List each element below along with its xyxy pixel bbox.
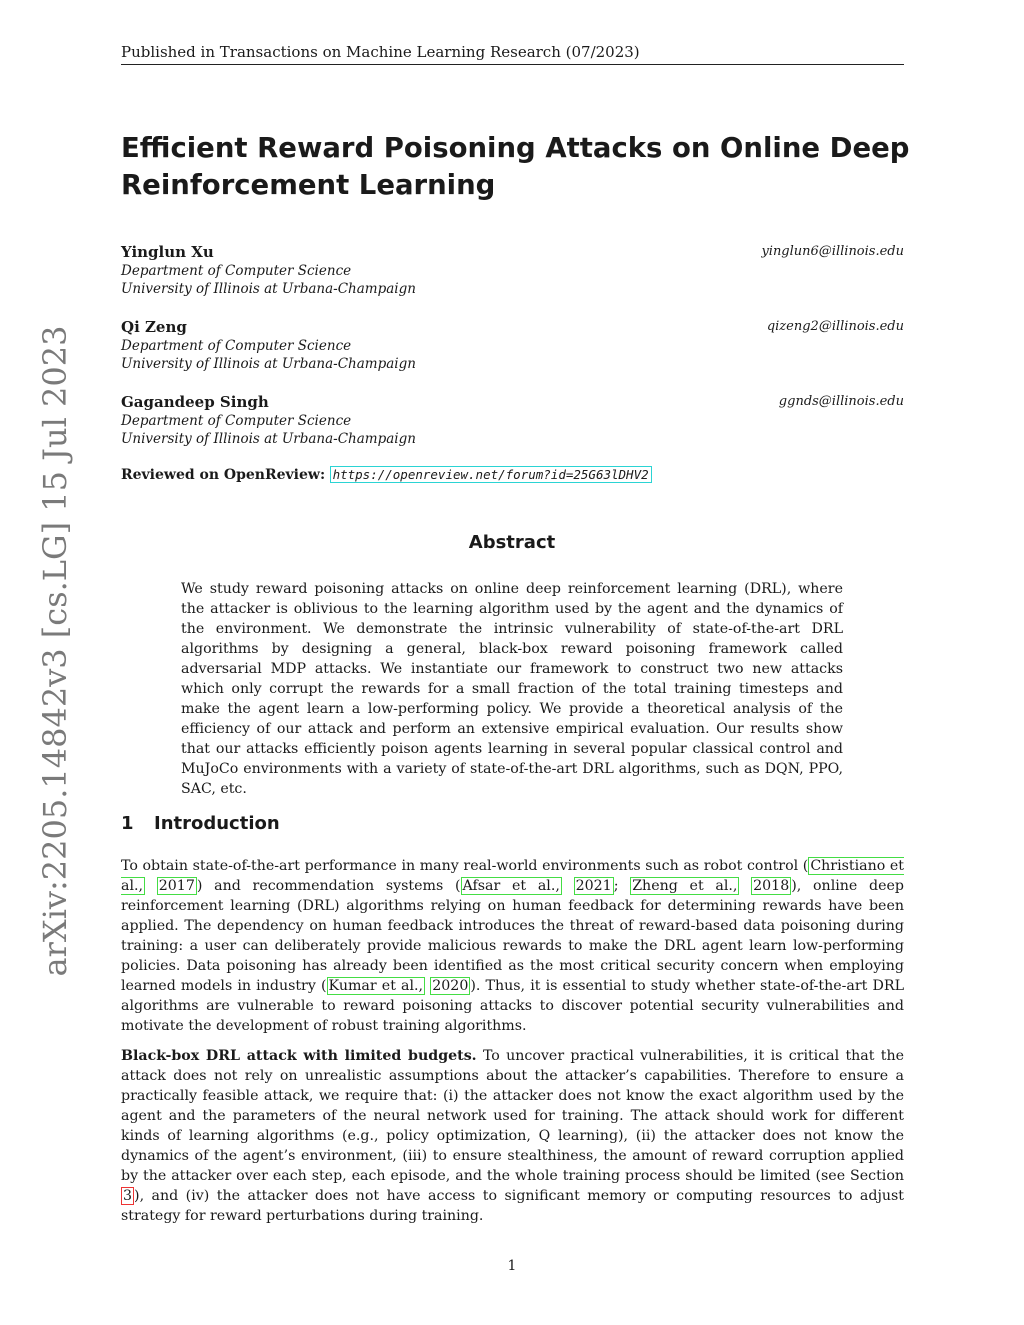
citation-link[interactable]: Christiano et al., bbox=[121, 858, 904, 894]
author-name: Yinglun Xu bbox=[121, 243, 214, 261]
citation-year-link[interactable]: 2021 bbox=[575, 878, 612, 894]
author-department: Department of Computer Science bbox=[121, 412, 352, 429]
arxiv-sidebar-stamp: arXiv:2205.14842v3 [cs.LG] 15 Jul 2023 bbox=[36, 325, 74, 977]
section-number: 1 bbox=[121, 813, 134, 834]
section-heading bbox=[121, 813, 280, 834]
intro-paragraph-1 bbox=[121, 856, 904, 1036]
paragraph-text: To uncover practical vulnerabilities, it is critical that the attack does not rely on unrealistic assumptions about the attacker’s capabilities. Therefore to ensure a practically feasible attack, we require that: (i) the attacker does not know the exact algorithm used by the agent and the parameters of the neural network used for training. The attack should work for different kinds of learning algorithms (e.g., policy optimization, Q learning), (ii) the attacker does not know the dynamics of the agent’s environment, (iii) to ensure stealthiness, the amount of reward corruption applied by the attacker over each step, each episode, and the whole training process should be limited (see Section bbox=[121, 1048, 904, 1184]
openreview-label: Reviewed on OpenReview: bbox=[121, 467, 326, 483]
abstract-heading: Abstract bbox=[468, 532, 556, 553]
citation-year-link[interactable]: 2018 bbox=[753, 878, 790, 894]
citation-year-link[interactable]: 2017 bbox=[158, 878, 195, 894]
author-email[interactable]: yinglun6@illinois.edu bbox=[761, 244, 904, 259]
section-ref-link[interactable]: 3 bbox=[123, 1188, 133, 1204]
author-name: Gagandeep Singh bbox=[121, 393, 269, 411]
running-head: Published in Transactions on Machine Learning Research (07/2023) bbox=[121, 43, 904, 65]
section-title: Introduction bbox=[154, 813, 280, 834]
citation-link[interactable]: Zheng et al., bbox=[632, 878, 738, 894]
author-email[interactable]: ggnds@illinois.edu bbox=[778, 394, 904, 409]
intro-paragraph-2 bbox=[121, 1046, 904, 1226]
paragraph-runin-heading: Black-box DRL attack with limited budgets. bbox=[121, 1048, 477, 1064]
author-block bbox=[121, 393, 904, 449]
paragraph-text: ), online deep reinforcement learning (DRL) algorithms relying on human feedback for determining rewards have been applied. The dependency on human feedback introduces the threat of reward-based data poisoning during training: a user can deliberately provide malicious rewards to make the DRL agent learn low-performing policies. Data poisoning has already been identified as the most critical security concern when employing learned models in industry ( bbox=[121, 878, 904, 994]
citation-year-link[interactable]: 2020 bbox=[432, 978, 469, 994]
author-department: Department of Computer Science bbox=[121, 337, 352, 354]
citation-link[interactable]: Kumar et al., bbox=[328, 978, 424, 994]
author-block bbox=[121, 318, 904, 374]
paper-title: Efficient Reward Poisoning Attacks on Online Deep Reinforcement Learning bbox=[121, 132, 910, 201]
author-university: University of Illinois at Urbana-Champaign bbox=[121, 356, 416, 372]
paragraph-text: ; bbox=[613, 878, 631, 894]
openreview-link[interactable]: https://openreview.net/forum?id=25G63lDHV2 bbox=[330, 466, 652, 483]
paragraph-text: To obtain state-of-the-art performance in many real-world environments such as robot control ( bbox=[121, 858, 809, 874]
author-name: Qi Zeng bbox=[121, 318, 187, 336]
author-block bbox=[121, 243, 904, 299]
paragraph-text: ). Thus, it is essential to study whether state-of-the-art DRL algorithms are vulnerable to reward poisoning attacks to discover potential security vulnerabilities and motivate the development of robust training algorithms. bbox=[121, 978, 904, 1034]
author-department: Department of Computer Science bbox=[121, 262, 352, 279]
page-number: 1 bbox=[507, 1258, 517, 1274]
citation-link[interactable]: Afsar et al., bbox=[462, 878, 560, 894]
author-email[interactable]: qizeng2@illinois.edu bbox=[766, 319, 904, 334]
openreview-line bbox=[121, 467, 652, 483]
paragraph-text: ), and (iv) the attacker does not have access to significant memory or computing resources to adjust strategy for reward perturbations during training. bbox=[121, 1188, 904, 1224]
paragraph-text: ) and recommendation systems ( bbox=[196, 878, 461, 894]
abstract-text: We study reward poisoning attacks on online deep reinforcement learning (DRL), where the attacker is oblivious to the learning algorithm used by the agent and the dynamics of the environment. We demonstrate the intrinsic vulnerability of state-of-the-art DRL algorithms by designing a general, black-box reward poisoning framework called adversarial MDP attacks. We instantiate our framework to construct two new attacks which only corrupt the rewards for a small fraction of the total training timesteps and make the agent learn a low-performing policy. We provide a theoretical analysis of the efficiency of our attack and perform an extensive empirical evaluation. Our results show that our attacks efficiently poison agents learning in several popular classical control and MuJoCo environments with a variety of state-of-the-art DRL algorithms, such as DQN, PPO, SAC, etc. bbox=[181, 581, 843, 797]
author-university: University of Illinois at Urbana-Champaign bbox=[121, 431, 416, 447]
author-university: University of Illinois at Urbana-Champaign bbox=[121, 281, 416, 297]
